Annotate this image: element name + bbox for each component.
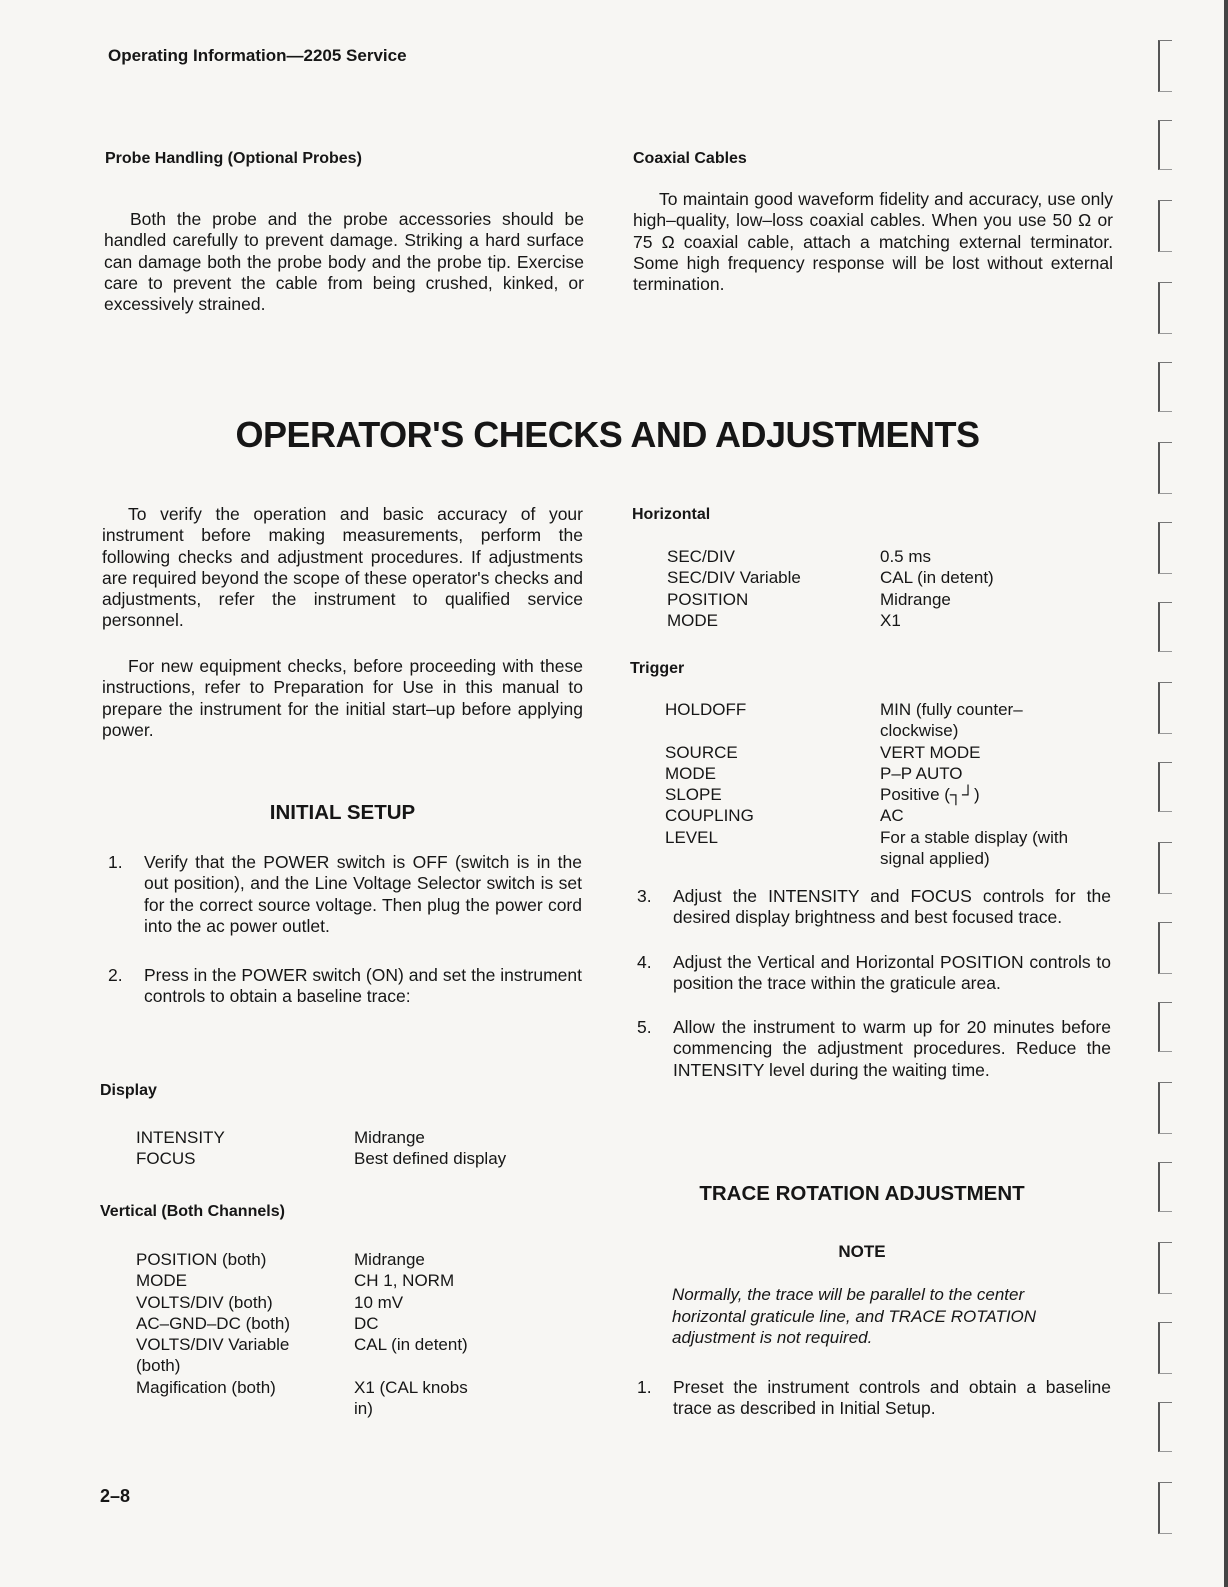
setting-value: Midrange [354,1128,425,1147]
binder-tab-mark [1158,40,1172,92]
setting-name: Magification (both) [136,1377,276,1397]
note-title: NOTE [838,1242,886,1261]
binder-tab-mark [1158,1242,1172,1294]
setting-row [136,1313,576,1334]
step-number: 2. [108,965,123,986]
binder-tab-mark [1158,200,1172,252]
setting-name: MODE [665,763,716,783]
note-text: Normally, the trace will be parallel to the center horizontal graticule line, and TRACE ROTATION adjustment is not required. [672,1285,1037,1347]
setting-row [136,1148,576,1169]
binder-tab-mark [1158,120,1172,170]
horizontal-settings [667,546,1117,631]
binder-tab-mark [1158,282,1172,334]
list-item [637,952,1111,995]
step-text: Adjust the INTENSITY and FOCUS controls for the desired display brightness and best focused trace. [673,886,1111,928]
setting-value: signal applied) [880,849,990,869]
setting-value: clockwise) [880,721,959,741]
setting-name: POSITION [667,589,749,609]
setting-row [136,1334,576,1355]
setting-name: VOLTS/DIV Variable [136,1335,290,1355]
binder-tab-mark [1158,1002,1172,1052]
list-item [637,886,1111,929]
setting-value: Midrange [354,1250,425,1269]
list-item [108,965,582,1008]
setting-row [136,1398,576,1419]
setting-row [665,720,1117,741]
setting-row [667,546,1117,567]
binder-tab-mark [1158,842,1172,894]
list-item [637,1377,1111,1420]
setting-row [136,1377,576,1398]
setting-row [665,763,1117,784]
setting-value: 0.5 ms [880,547,932,566]
binder-tab-mark [1158,922,1172,974]
setting-name: (both) [136,1356,181,1376]
trace-rotation-title: TRACE ROTATION ADJUSTMENT [699,1182,1025,1205]
initial-setup-title: INITIAL SETUP [269,801,416,824]
intro-paragraph-2: For new equipment checks, before proceeding with these instructions, refer to Preparation for Use in this manual to prepare the instrument for the initial start–up before applying power. [102,656,583,740]
setting-value: X1 [880,610,901,630]
vertical-heading: Vertical (Both Channels) [100,1203,285,1220]
binder-tab-mark [1158,602,1172,652]
setting-name: INTENSITY [136,1128,225,1147]
binder-tab-mark [1158,1482,1172,1534]
binder-tab-mark [1158,682,1172,734]
page-edge [1224,0,1228,1587]
vertical-settings [136,1249,576,1419]
binder-tab-mark [1158,1322,1172,1374]
setting-row [665,742,1117,763]
setting-row [136,1292,576,1313]
setting-name: AC–GND–DC (both) [136,1313,290,1333]
step-text: Verify that the POWER switch is OFF (switch is in the out position), and the Line Voltage Selector switch is set for the correct source voltage. Then plug the power cord into the ac power outlet. [144,852,582,936]
setting-row [667,589,1117,610]
setting-value: Best defined display [354,1149,507,1169]
trigger-settings [665,699,1117,869]
binder-tab-mark [1158,1082,1172,1134]
binder-tab-mark [1158,522,1172,574]
setting-row [665,784,1117,805]
setting-value [354,1355,576,1376]
binder-tab-mark [1158,442,1172,494]
setting-row [665,805,1117,826]
step-number: 3. [637,886,652,906]
list-item [637,1017,1111,1081]
setting-value: in) [354,1399,373,1419]
binder-tab-mark [1158,1402,1172,1452]
setting-name: VOLTS/DIV (both) [136,1292,273,1312]
setting-name: SEC/DIV Variable [667,568,801,588]
setting-row [667,610,1117,631]
setting-name: FOCUS [136,1149,196,1169]
setting-value: CAL (in detent) [880,568,994,588]
setting-name: SLOPE [665,785,722,805]
coaxial-cables-heading: Coaxial Cables [633,150,747,167]
setting-name: COUPLING [665,806,754,826]
horizontal-heading: Horizontal [632,506,711,523]
step-number: 1. [637,1377,652,1397]
setting-value: CAL (in detent) [354,1335,468,1355]
setting-name: SEC/DIV [667,547,736,566]
setting-row [665,848,1117,869]
setting-name [136,1398,354,1419]
step-text: Preset the instrument controls and obtain a baseline trace as described in Initial Setup. [673,1377,1111,1419]
setting-value: VERT MODE [880,742,981,762]
step-text: Allow the instrument to warm up for 20 minutes before commencing the adjustment procedures. Reduce the INTENSITY level during the waiting time. [673,1017,1111,1080]
binder-tab-mark [1158,362,1172,412]
step-text: Adjust the Vertical and Horizontal POSITION controls to position the trace within the graticule area. [673,951,1111,993]
setting-name: MODE [136,1271,187,1291]
setting-name: POSITION (both) [136,1250,267,1269]
setting-name: MODE [667,610,718,630]
coaxial-cables-text: To maintain good waveform fidelity and accuracy, use only high–quality, low–loss coaxial cables. When you use 50 Ω or 75 Ω coaxial cable, attach a matching external terminator. Some high frequency response will be lost without external termination. [633,189,1113,295]
setting-value: X1 (CAL knobs [354,1377,468,1397]
page-number: 2–8 [100,1486,131,1506]
display-settings [136,1127,576,1170]
main-title: OPERATOR'S CHECKS AND ADJUSTMENTS [235,414,980,455]
setting-row [667,567,1117,588]
setting-value: CH 1, NORM [354,1271,455,1291]
setting-value: P–P AUTO [880,763,963,783]
setting-row [665,699,1117,720]
setting-value: 10 mV [354,1292,404,1312]
step-number: 5. [637,1017,652,1038]
step-number: 4. [637,951,652,972]
setting-name: HOLDOFF [665,700,747,719]
binder-tab-mark [1158,762,1172,812]
setting-name: LEVEL [665,827,718,847]
setting-value: DC [354,1313,379,1333]
setting-row [665,827,1117,848]
setting-row [136,1249,576,1270]
setting-row [136,1355,576,1376]
page-header: Operating Information—2205 Service [108,46,407,65]
setting-name: SOURCE [665,742,738,762]
step-number: 1. [108,852,123,872]
binder-tab-mark [1158,1162,1172,1212]
setting-row [136,1127,576,1148]
trigger-heading: Trigger [630,660,685,677]
setting-row [136,1270,576,1291]
probe-handling-text: Both the probe and the probe accessories should be handled carefully to prevent damage. Striking a hard surface can damage both the probe body and the probe tip. Exercise care to prevent the cable from being crushed, kinked, or excessively strained. [104,209,584,315]
setting-value: AC [880,806,904,826]
trace-rotation-steps [637,1377,1111,1420]
setting-value: Midrange [880,589,951,609]
display-heading: Display [100,1082,157,1099]
setting-name [665,720,880,741]
list-item [108,852,582,937]
step-text: Press in the POWER switch (ON) and set the instrument controls to obtain a baseline trace: [144,965,582,1007]
setting-value: For a stable display (with [880,827,1069,847]
setting-value: Positive (┐┘) [880,785,980,805]
intro-paragraph-1: To verify the operation and basic accuracy of your instrument before making measurements, perform the following checks and adjustment procedures. If adjustments are required beyond the scope of these operator's checks and adjustments, refer the instrument to qualified service personnel. [102,504,583,631]
probe-handling-heading: Probe Handling (Optional Probes) [105,150,362,167]
setup-steps-continued [637,886,1111,1081]
initial-setup-steps [108,852,582,1008]
setting-name [665,848,880,869]
setting-value: MIN (fully counter– [880,700,1023,719]
